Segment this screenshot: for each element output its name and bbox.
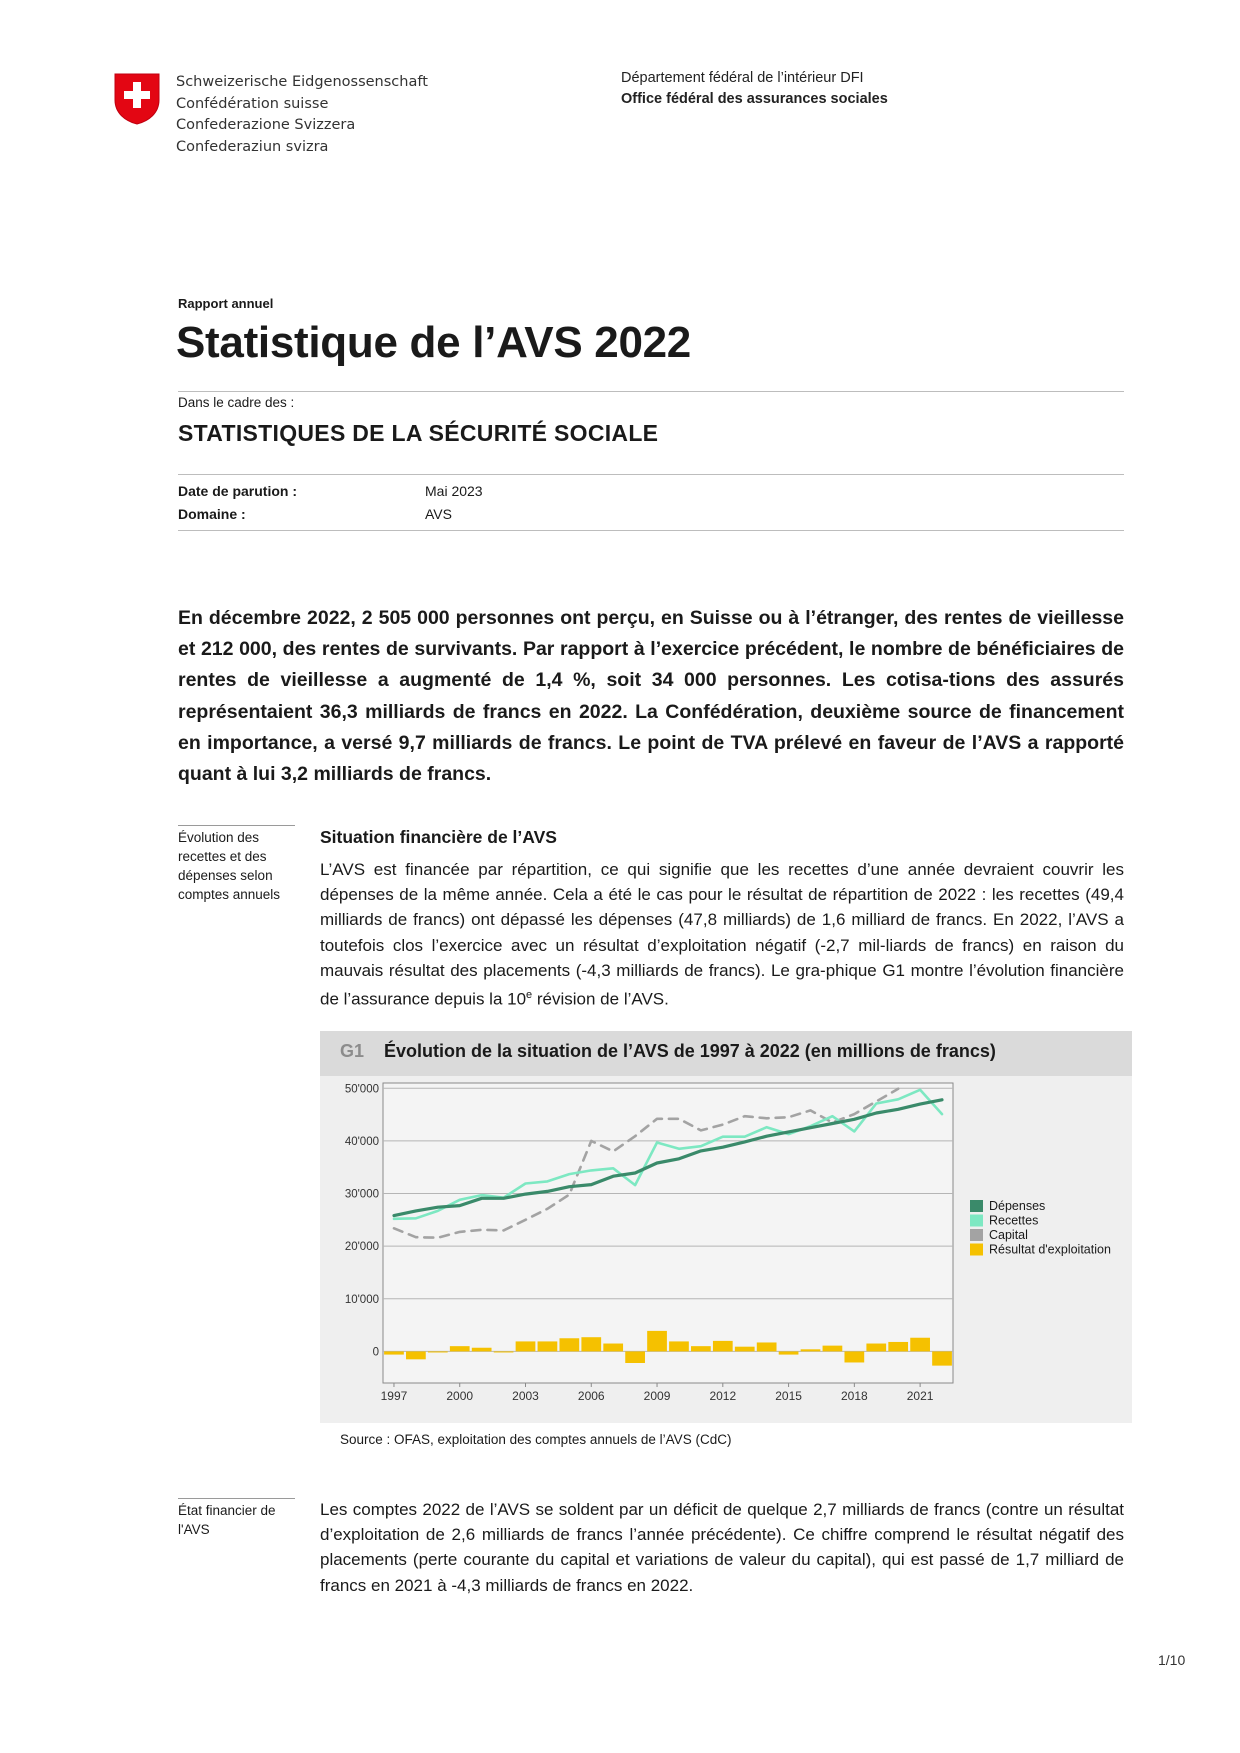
domain-value: AVS	[425, 506, 452, 522]
legend-swatch	[970, 1244, 983, 1256]
y-tick-label: 20'000	[344, 1241, 379, 1254]
report-kicker: Rapport annuel	[178, 296, 274, 311]
side-note-rule	[178, 1498, 295, 1499]
body-paragraph	[320, 857, 1124, 1012]
confederation-name-it: Confederazione Svizzera	[176, 117, 356, 133]
side-note-financial-state: État financier de l'AVS	[178, 1503, 276, 1537]
legend-swatch	[970, 1200, 983, 1212]
swiss-coat-of-arms-icon	[113, 72, 161, 125]
divider	[178, 530, 1124, 531]
bar-resultat-exploitation	[384, 1351, 404, 1354]
superscript: e	[526, 989, 533, 1002]
bar-resultat-exploitation	[888, 1342, 908, 1351]
bar-resultat-exploitation	[669, 1341, 689, 1351]
bar-resultat-exploitation	[713, 1341, 733, 1352]
section-title: Situation financière de l’AVS	[320, 827, 557, 847]
x-tick-label: 2000	[446, 1389, 474, 1403]
divider	[178, 391, 1124, 392]
bar-resultat-exploitation	[691, 1346, 711, 1351]
body-paragraph: Les comptes 2022 de l’AVS se soldent par un déficit de quelque 2,7 milliards de francs (contre un résultat d’exploitation de 2,6 milliards de francs l’année précédente). Ce chiffre comprend le résultat négatif des placements (perte courante du capital et variations de valeur du capital), qui est passé de 1,7 milliard de francs en 2021 à -4,3 milliards de francs en 2022.	[320, 1500, 1124, 1595]
publication-date-label: Date de parution :	[178, 483, 298, 499]
framework-label: Dans le cadre des :	[178, 395, 295, 410]
divider	[178, 474, 1124, 475]
bar-resultat-exploitation	[823, 1346, 843, 1352]
legend-label: Dépenses	[989, 1199, 1046, 1213]
x-tick-label: 2003	[512, 1389, 539, 1403]
figure-label: G1	[340, 1041, 365, 1061]
framework-title: STATISTIQUES DE LA SÉCURITÉ SOCIALE	[178, 420, 659, 446]
bar-resultat-exploitation	[932, 1351, 952, 1365]
y-tick-label: 40'000	[344, 1135, 379, 1148]
legend-label: Résultat d'exploitation	[989, 1242, 1111, 1257]
bar-resultat-exploitation	[559, 1338, 579, 1351]
x-tick-label: 2012	[709, 1389, 737, 1403]
confederation-name-de: Schweizerische Eidgenossenschaft	[176, 74, 428, 90]
bar-resultat-exploitation	[625, 1351, 645, 1363]
legend-label: Capital	[989, 1228, 1028, 1242]
publication-date-value: Mai 2023	[425, 483, 483, 499]
bar-resultat-exploitation	[757, 1342, 777, 1351]
bar-resultat-exploitation	[647, 1331, 667, 1352]
lead-paragraph: En décembre 2022, 2 505 000 personnes ont perçu, en Suisse ou à l’étranger, des rentes de vieillesse et 212 000, des rentes de survivants. Par rapport à l’exercice précédent, le nombre de bénéficiaires de rentes de vieillesse a augmenté de 1,4 %, soit 34 000 personnes. Les cotisa-tions des assurés représentaient 36,3 milliards de francs en 2022. La Confédération, deuxième source de financement en importance, a versé 9,7 milliards de francs. Le point de TVA prélevé en faveur de l’AVS a rapporté quant à lui 3,2 milliards de francs.	[178, 607, 1124, 786]
chart-title: Évolution de la situation de l’AVS de 1997 à 2022 (en millions de francs)	[384, 1041, 996, 1061]
x-tick-label: 2015	[775, 1389, 802, 1403]
bar-resultat-exploitation	[581, 1337, 601, 1351]
body-text-part: L’AVS est financée par répartition, ce qui signifie que les recettes d’une année devraient couvrir les dépenses de la même année. Cela a été le cas pour le résultat de répartition de 2022 : les recettes (49,4 milliards de francs) ont dépassé les dépenses (47,8 milliards) de 1,6 milliard de francs. En 2022, l’AVS a toutefois clos l’exercice avec un résultat d’exploitation négatif (-2,7 mil-liards de francs) en raison du mauvais résultat des placements (-4,3 milliards de francs). Le gra-phique G1 montre l’évolution financière de l’assurance depuis la 10	[320, 860, 1124, 1009]
page-number: 1/10	[1158, 1652, 1186, 1668]
chart-canvas	[320, 1076, 1132, 1423]
x-tick-label: 2018	[840, 1389, 868, 1403]
bar-resultat-exploitation	[450, 1346, 470, 1351]
bar-resultat-exploitation	[779, 1351, 799, 1354]
side-note-rule	[178, 825, 295, 826]
domain-label: Domaine :	[178, 506, 246, 522]
bar-resultat-exploitation	[516, 1341, 536, 1351]
body-text-part: révision de l’AVS.	[532, 989, 669, 1009]
bar-resultat-exploitation	[910, 1338, 930, 1352]
figure-source: Source : OFAS, exploitation des comptes annuels de l’AVS (CdC)	[340, 1432, 732, 1447]
bar-resultat-exploitation	[428, 1351, 448, 1352]
side-note-financing: Évolution des recettes et des dépenses selon comptes annuels	[178, 830, 281, 902]
y-tick-label: 50'000	[344, 1083, 379, 1096]
confederation-name-rm: Confederaziun svizra	[176, 138, 329, 155]
page-title: Statistique de l’AVS 2022	[176, 318, 691, 367]
bar-resultat-exploitation	[538, 1341, 558, 1351]
x-tick-label: 2006	[577, 1389, 605, 1403]
confederation-name-fr: Confédération suisse	[176, 95, 329, 112]
x-tick-label: 2009	[643, 1389, 671, 1403]
department-block	[621, 68, 888, 110]
y-tick-label: 10'000	[344, 1293, 379, 1306]
office-name: Office fédéral des assurances sociales	[621, 91, 888, 107]
bar-resultat-exploitation	[801, 1349, 821, 1351]
x-tick-label: 1997	[380, 1389, 408, 1403]
bar-resultat-exploitation	[603, 1344, 623, 1352]
legend-swatch	[970, 1229, 983, 1241]
bar-resultat-exploitation	[494, 1351, 514, 1352]
legend-label: Recettes	[989, 1213, 1039, 1228]
x-tick-label: 2021	[906, 1389, 934, 1403]
y-tick-label: 0	[372, 1346, 379, 1359]
department-name: Département fédéral de l’intérieur DFI	[621, 70, 864, 86]
bar-resultat-exploitation	[406, 1351, 426, 1359]
bar-resultat-exploitation	[844, 1351, 864, 1362]
y-tick-label: 30'000	[344, 1188, 379, 1201]
bar-resultat-exploitation	[472, 1348, 492, 1352]
plot-area	[383, 1083, 953, 1383]
confederation-names	[176, 72, 428, 158]
legend-swatch	[970, 1215, 983, 1227]
bar-resultat-exploitation	[735, 1347, 755, 1352]
bar-resultat-exploitation	[866, 1344, 886, 1352]
